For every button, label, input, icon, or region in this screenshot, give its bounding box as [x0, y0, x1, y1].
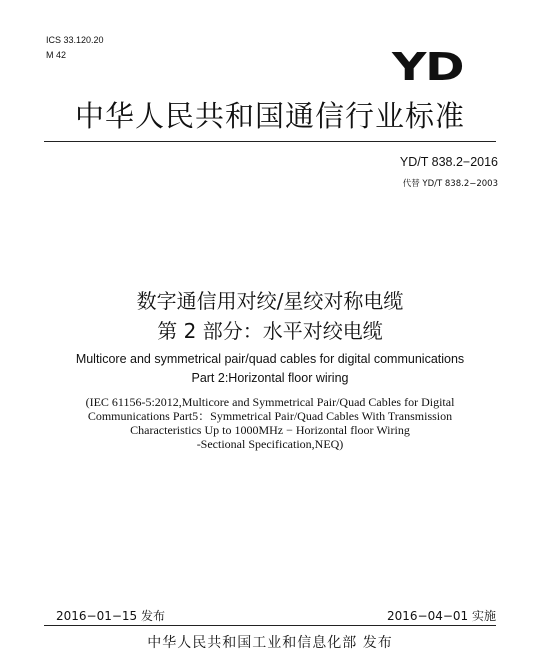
chinese-title-line1: 数字通信用对绞/星绞对称电缆 — [136, 289, 404, 313]
standard-number: YD/T 838.2−2016 — [399, 155, 498, 169]
ics-code: ICS 33.120.20 — [46, 35, 104, 45]
iec-reference-line3: Characteristics Up to 1000MHz − Horizontal floor Wiring — [130, 423, 410, 437]
footer-divider — [44, 625, 496, 626]
issuing-authority: 中华人民共和国工业和信息化部 发布 — [147, 635, 393, 651]
english-title-line2: Part 2:Horizontal floor wiring — [191, 371, 349, 385]
header-divider — [44, 141, 496, 142]
category-code: M 42 — [46, 50, 67, 60]
iec-reference-line4: -Sectional Specification,NEQ) — [196, 437, 344, 451]
replaces-standard: 代替 YD/T 838.2−2003 — [402, 179, 498, 189]
chinese-title-line2: 第 2 部分：水平对绞电缆 — [157, 319, 383, 343]
iec-reference-line1: (IEC 61156-5:2012,Multicore and Symmetrical Pair/Quad Cables for Digital — [85, 395, 455, 409]
english-title-line1: Multicore and symmetrical pair/quad cables for digital communications — [75, 352, 465, 366]
iec-reference-line2: Communications Part5：Symmetrical Pair/Quad Cables With Transmission — [87, 409, 453, 423]
publish-date: 2016−01−15 发布 — [56, 609, 166, 623]
implement-date: 2016−04−01 实施 — [386, 609, 496, 623]
org-title: 中华人民共和国通信行业标准 — [74, 99, 465, 133]
yd-logo: YD — [392, 45, 464, 89]
